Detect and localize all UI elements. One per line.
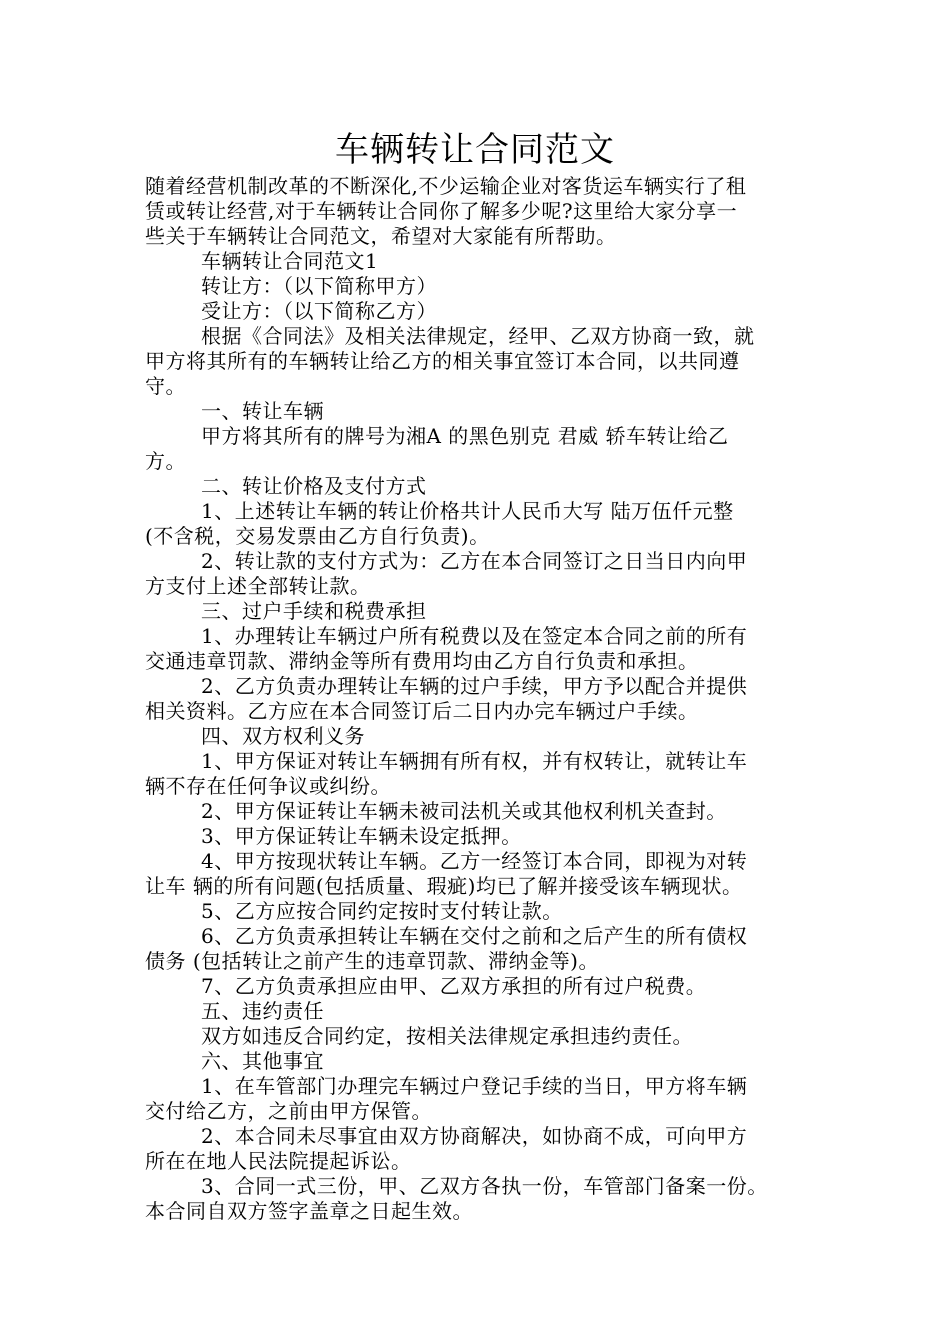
section-4-item-4-line: 4、甲方按现状转让车辆。乙方一经签订本合同，即视为对转 xyxy=(201,849,748,873)
section-3-item-1-line: 交通违章罚款、滞纳金等所有费用均由乙方自行负责和承担。 xyxy=(145,649,699,673)
section-3-heading: 三、过户手续和税费承担 xyxy=(201,599,427,623)
section-2-item-1-line: (不含税，交易发票由乙方自行负责)。 xyxy=(145,524,490,548)
section-1-heading: 一、转让车辆 xyxy=(201,399,324,423)
transferor-line: 转让方：（以下简称甲方） xyxy=(201,274,437,298)
section-4-item-1 xyxy=(145,749,810,799)
section-4-item-7: 7、乙方负责承担应由甲、乙双方承担的所有过户税费。 xyxy=(201,974,707,998)
section-2-heading: 二、转让价格及支付方式 xyxy=(201,474,427,498)
section-4-item-3: 3、甲方保证转让车辆未设定抵押。 xyxy=(201,824,522,848)
section-1-line: 方。 xyxy=(145,449,186,473)
section-3-item-1-line: 1、办理转让车辆过户所有税费以及在签定本合同之前的所有 xyxy=(201,624,748,648)
section-3-item-2 xyxy=(145,674,810,724)
section-5-heading: 五、违约责任 xyxy=(201,999,324,1023)
section-4-heading: 四、双方权利义务 xyxy=(201,724,365,748)
section-2-item-1 xyxy=(145,499,810,549)
section-3-item-2-line: 2、乙方负责办理转让车辆的过户手续，甲方予以配合并提供 xyxy=(201,674,748,698)
section-6-item-3-line: 3、合同一式三份，甲、乙双方各执一份，车管部门备案一份。 xyxy=(201,1174,768,1198)
section-4-item-4-line: 让车 辆的所有问题(包括质量、瑕疵)均已了解并接受该车辆现状。 xyxy=(145,874,743,898)
section-1-paragraph xyxy=(145,424,810,474)
section-4-item-6 xyxy=(145,924,810,974)
section-6-heading: 六、其他事宜 xyxy=(201,1049,324,1073)
section-3-item-2-line: 相关资料。乙方应在本合同签订后二日内办完车辆过户手续。 xyxy=(145,699,699,723)
section-6-item-3-line: 本合同自双方签字盖章之日起生效。 xyxy=(145,1199,473,1223)
preamble-line: 守。 xyxy=(145,374,186,398)
section-6-item-2-line: 2、本合同未尽事宜由双方协商解决，如协商不成，可向甲方 xyxy=(201,1124,748,1148)
section-4-item-2: 2、甲方保证转让车辆未被司法机关或其他权利机关查封。 xyxy=(201,799,727,823)
section-6-item-1-line: 交付给乙方，之前由甲方保管。 xyxy=(145,1099,432,1123)
intro-line: 随着经营机制改革的不断深化,不少运输企业对客货运车辆实行了租 xyxy=(145,174,747,198)
intro-line: 赁或转让经营,对于车辆转让合同你了解多少呢?这里给大家分享一 xyxy=(145,199,738,223)
section-2-item-2-line: 方支付上述全部转让款。 xyxy=(145,574,371,598)
section-6-item-1 xyxy=(145,1074,810,1124)
section-5-text: 双方如违反合同约定，按相关法律规定承担违约责任。 xyxy=(201,1024,693,1048)
section-4-item-6-line: 债务 (包括转让之前产生的违章罚款、滞纳金等)。 xyxy=(145,949,599,973)
section-2-item-2 xyxy=(145,549,810,599)
intro-paragraph xyxy=(145,174,810,249)
section-4-item-1-line: 1、甲方保证对转让车辆拥有所有权，并有权转让，就转让车 xyxy=(201,749,748,773)
section-2-item-2-line: 2、转让款的支付方式为：乙方在本合同签订之日当日内向甲 xyxy=(201,549,748,573)
section-4-item-6-line: 6、乙方负责承担转让车辆在交付之前和之后产生的所有债权 xyxy=(201,924,748,948)
section-4-item-1-line: 辆不存在任何争议或纠纷。 xyxy=(145,774,391,798)
section-4-item-5: 5、乙方应按合同约定按时支付转让款。 xyxy=(201,899,563,923)
section-6-item-3 xyxy=(145,1174,810,1224)
section-1-line: 甲方将其所有的牌号为湘A 的黑色别克 君威 轿车转让给乙 xyxy=(201,424,729,448)
preamble-line: 甲方将其所有的车辆转让给乙方的相关事宜签订本合同，以共同遵 xyxy=(145,349,740,373)
transferee-line: 受让方：（以下简称乙方） xyxy=(201,299,437,323)
section-2-item-1-line: 1、上述转让车辆的转让价格共计人民币大写 陆万伍仟元整 xyxy=(201,499,734,523)
intro-line: 些关于车辆转让合同范文，希望对大家能有所帮助。 xyxy=(145,224,617,248)
preamble-paragraph xyxy=(145,324,810,399)
section-4-item-4 xyxy=(145,849,810,899)
section-6-item-2-line: 所在在地人民法院提起诉讼。 xyxy=(145,1149,412,1173)
document-title: 车辆转让合同范文 xyxy=(335,130,615,170)
sample-heading: 车辆转让合同范文1 xyxy=(201,249,379,273)
section-6-item-2 xyxy=(145,1124,810,1174)
preamble-line: 根据《合同法》及相关法律规定，经甲、乙双方协商一致，就 xyxy=(201,324,755,348)
section-6-item-1-line: 1、在车管部门办理完车辆过户登记手续的当日，甲方将车辆 xyxy=(201,1074,748,1098)
document-body xyxy=(145,174,810,1224)
section-3-item-1 xyxy=(145,624,810,674)
